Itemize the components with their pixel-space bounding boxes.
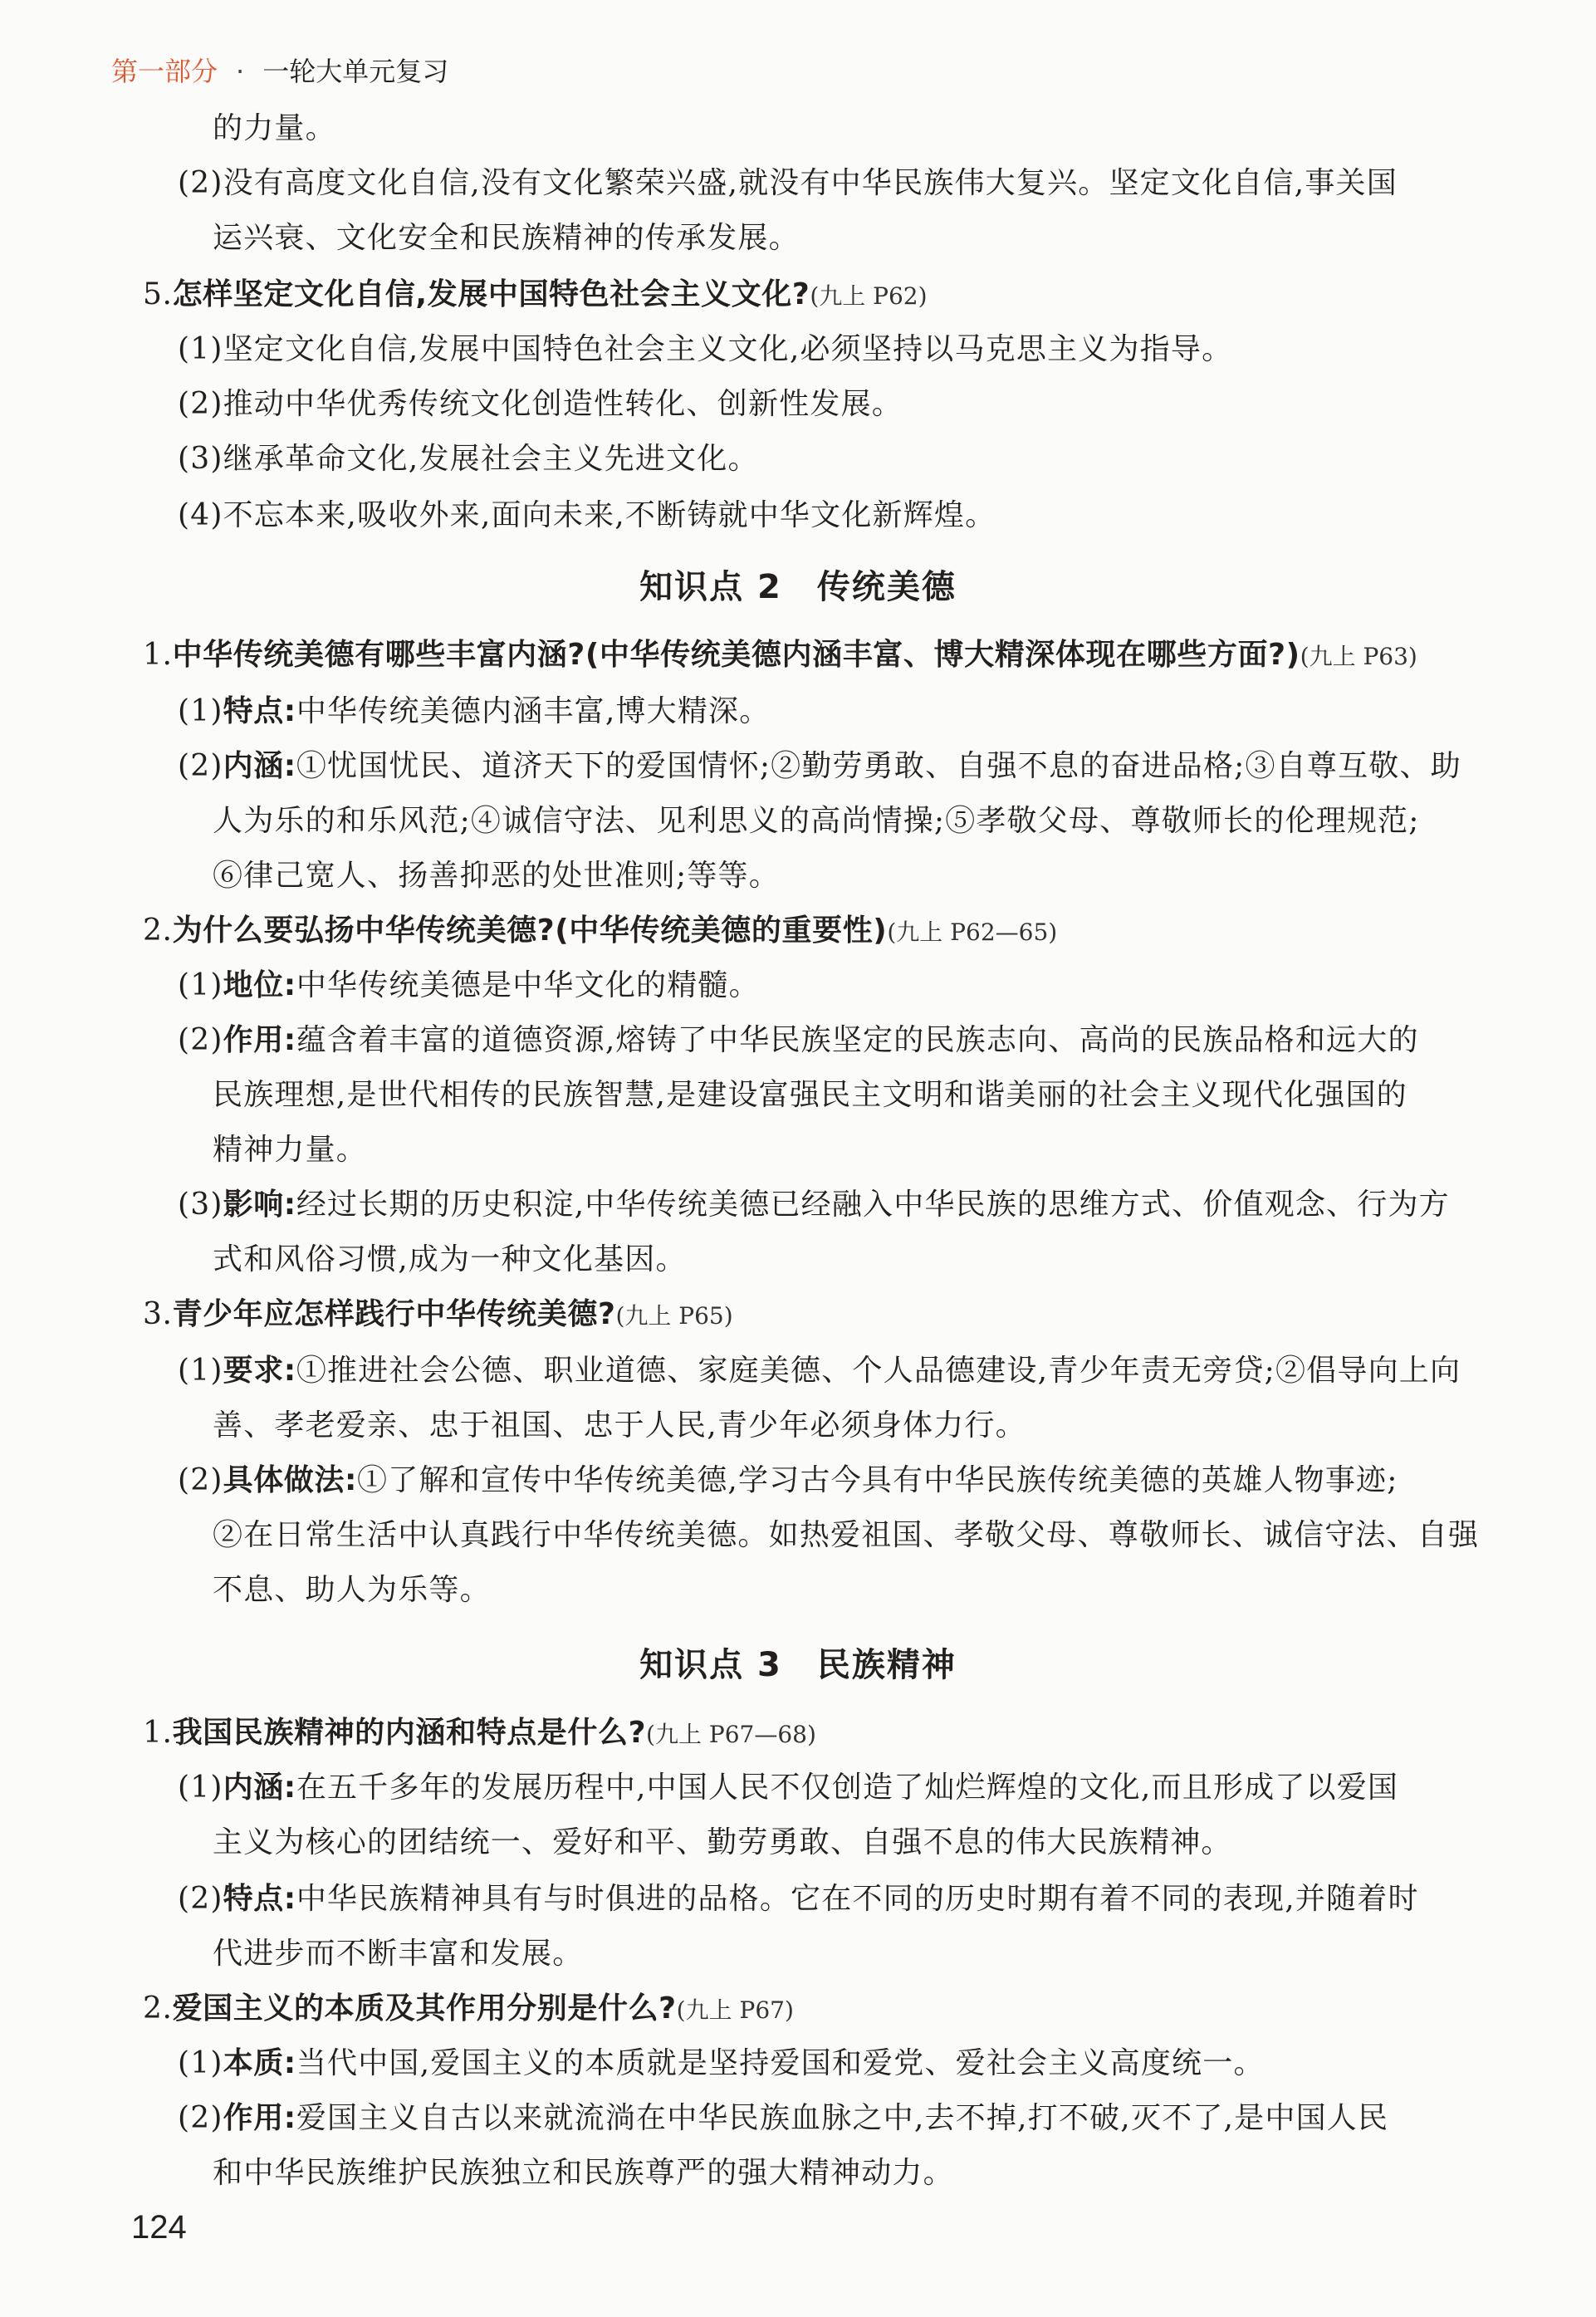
item-number: (2) <box>178 1882 223 1916</box>
item-text: 经过长期的历史积淀,中华传统美德已经融入中华民族的思维方式、价值观念、行为方 <box>296 1188 1450 1222</box>
item-text: 在五千多年的发展历程中,中国人民不仅创造了灿烂辉煌的文化,而且形成了以爱国 <box>296 1771 1399 1805</box>
question-number: 1. <box>143 1716 173 1750</box>
item-label: 特点: <box>223 1882 296 1916</box>
item-text: 爱国主义自古以来就流淌在中华民族血脉之中,去不掉,打不破,灭不了,是中国人民 <box>296 2101 1389 2135</box>
question-heading <box>143 1294 733 1337</box>
item-label: 地位: <box>223 968 296 1002</box>
item-label: 本质: <box>223 2046 296 2080</box>
answer-item <box>178 2098 1388 2139</box>
answer-item <box>178 1350 1461 1392</box>
question-text: 爱国主义的本质及其作用分别是什么? <box>172 1991 677 2026</box>
header-subtitle: 一轮大单元复习 <box>262 56 449 87</box>
continuation-line: 人为乐的和乐风范;④诚信守法、见利思义的高尚情操;⑤孝敬父母、尊敬师长的伦理规范; <box>213 804 1420 838</box>
item-text: 中华民族精神具有与时俱进的品格。它在不同的历史时期有着不同的表现,并随着时 <box>296 1882 1419 1916</box>
item-number: (2) <box>178 1023 223 1057</box>
continuation-line: 的力量。 <box>213 111 336 145</box>
continuation-line: 善、孝老爱亲、忠于祖国、忠于人民,青少年必须身体力行。 <box>213 1408 1026 1443</box>
question-heading <box>143 1712 816 1756</box>
question-number: 2. <box>143 914 173 948</box>
item-text: 蕴含着丰富的道德资源,熔铸了中华民族坚定的民族志向、高尚的民族品格和远大的 <box>296 1023 1419 1057</box>
item-label: 内涵: <box>223 749 296 783</box>
question-heading <box>143 634 1417 678</box>
item-number: (1) <box>178 694 223 728</box>
page-reference: (九上 P62—65) <box>887 918 1058 946</box>
question-text: 中华传统美德有哪些丰富内涵?(中华传统美德内涵丰富、博大精深体现在哪些方面?) <box>172 638 1300 672</box>
question-text: 为什么要弘扬中华传统美德?(中华传统美德的重要性) <box>172 914 888 948</box>
question-number: 5. <box>143 277 173 311</box>
continuation-line: 运兴衰、文化安全和民族精神的传承发展。 <box>213 221 800 255</box>
continuation-line: ⑥律己宽人、扬善抑恶的处世准则;等等。 <box>213 859 780 893</box>
continuation-line: 不息、助人为乐等。 <box>213 1573 491 1607</box>
item-number: (2) <box>178 749 223 783</box>
question-number: 2. <box>143 1991 173 2026</box>
answer-item <box>178 965 760 1007</box>
question-heading <box>143 274 928 317</box>
item-text: 当代中国,爱国主义的本质就是坚持爱国和爱党、爱社会主义高度统一。 <box>296 2046 1265 2080</box>
item-label: 内涵: <box>223 1771 296 1805</box>
item-number: (2) <box>178 2101 223 2135</box>
item-text: ①推进社会公德、职业道德、家庭美德、个人品德建设,青少年责无旁贷;②倡导向上向 <box>296 1354 1461 1388</box>
question-heading <box>143 1988 794 2031</box>
item-number: (3) <box>178 1188 223 1222</box>
page-reference: (九上 P67) <box>676 1996 794 2024</box>
header-separator: · <box>236 56 245 87</box>
answer-item: (1)坚定文化自信,发展中国特色社会主义文化,必须坚持以马克思主义为指导。 <box>178 332 1233 366</box>
item-label: 作用: <box>223 1023 296 1057</box>
answer-item <box>178 1460 1398 1501</box>
continuation-line: 主义为核心的团结统一、爱好和平、勤劳勇敢、自强不息的伟大民族精神。 <box>213 1825 1232 1859</box>
continuation-line: 代进步而不断丰富和发展。 <box>213 1937 584 1971</box>
item-number: (1) <box>178 1771 223 1805</box>
item-label: 要求: <box>223 1354 296 1388</box>
answer-item <box>178 746 1461 787</box>
answer-item: (2)没有高度文化自信,没有文化繁荣兴盛,就没有中华民族伟大复兴。坚定文化自信,事关国 <box>178 166 1398 200</box>
item-label: 特点: <box>223 694 296 728</box>
question-heading <box>143 910 1057 953</box>
item-number: (1) <box>178 968 223 1002</box>
page-reference: (九上 P62) <box>810 282 928 310</box>
item-number: (1) <box>178 1354 223 1388</box>
item-text: 中华传统美德内涵丰富,博大精深。 <box>296 694 771 728</box>
answer-item <box>178 2043 1265 2084</box>
answer-item <box>178 691 770 732</box>
question-number: 3. <box>143 1297 173 1331</box>
question-text: 怎样坚定文化自信,发展中国特色社会主义文化? <box>172 277 810 311</box>
page-number: 124 <box>131 2209 187 2246</box>
page-reference: (九上 P67—68) <box>646 1721 816 1748</box>
question-text: 我国民族精神的内涵和特点是什么? <box>172 1716 647 1750</box>
page-reference: (九上 P63) <box>1300 643 1417 670</box>
item-number: (1) <box>178 2046 223 2080</box>
answer-item <box>178 1020 1419 1061</box>
answer-item <box>178 1184 1450 1226</box>
page-reference: (九上 P65) <box>615 1302 733 1330</box>
answer-item <box>178 1767 1398 1809</box>
running-header <box>111 53 448 90</box>
continuation-line: 民族理想,是世代相传的民族智慧,是建设富强民主文明和谐美丽的社会主义现代化强国的 <box>213 1078 1408 1112</box>
header-part-label: 第一部分 <box>111 56 218 87</box>
item-label: 影响: <box>223 1188 296 1222</box>
item-number: (2) <box>178 1463 223 1497</box>
answer-item: (2)推动中华优秀传统文化创造性转化、创新性发展。 <box>178 387 903 421</box>
item-label: 具体做法: <box>223 1463 358 1497</box>
item-text: ①忧国忧民、道济天下的爱国情怀;②勤劳勇敢、自强不息的奋进品格;③自尊互敬、助 <box>296 749 1461 783</box>
continuation-line: 精神力量。 <box>213 1133 368 1167</box>
continuation-line: 和中华民族维护民族独立和民族尊严的强大精神动力。 <box>213 2156 954 2190</box>
question-text: 青少年应怎样践行中华传统美德? <box>172 1297 616 1331</box>
section-heading: 知识点 3 民族精神 <box>639 1646 957 1684</box>
item-text: ①了解和宣传中华传统美德,学习古今具有中华民族传统美德的英雄人物事迹; <box>357 1463 1398 1497</box>
answer-item <box>178 1879 1419 1920</box>
answer-item: (4)不忘本来,吸收外来,面向未来,不断铸就中华文化新辉煌。 <box>178 498 996 532</box>
item-text: 中华传统美德是中华文化的精髓。 <box>296 968 760 1002</box>
continuation-line: ②在日常生活中认真践行中华传统美德。如热爱祖国、孝敬父母、尊敬师长、诚信守法、自强 <box>213 1518 1480 1552</box>
section-heading: 知识点 2 传统美德 <box>639 568 957 606</box>
answer-item: (3)继承革命文化,发展社会主义先进文化。 <box>178 442 759 476</box>
question-number: 1. <box>143 638 173 672</box>
continuation-line: 式和风俗习惯,成为一种文化基因。 <box>213 1242 687 1276</box>
item-label: 作用: <box>223 2101 296 2135</box>
